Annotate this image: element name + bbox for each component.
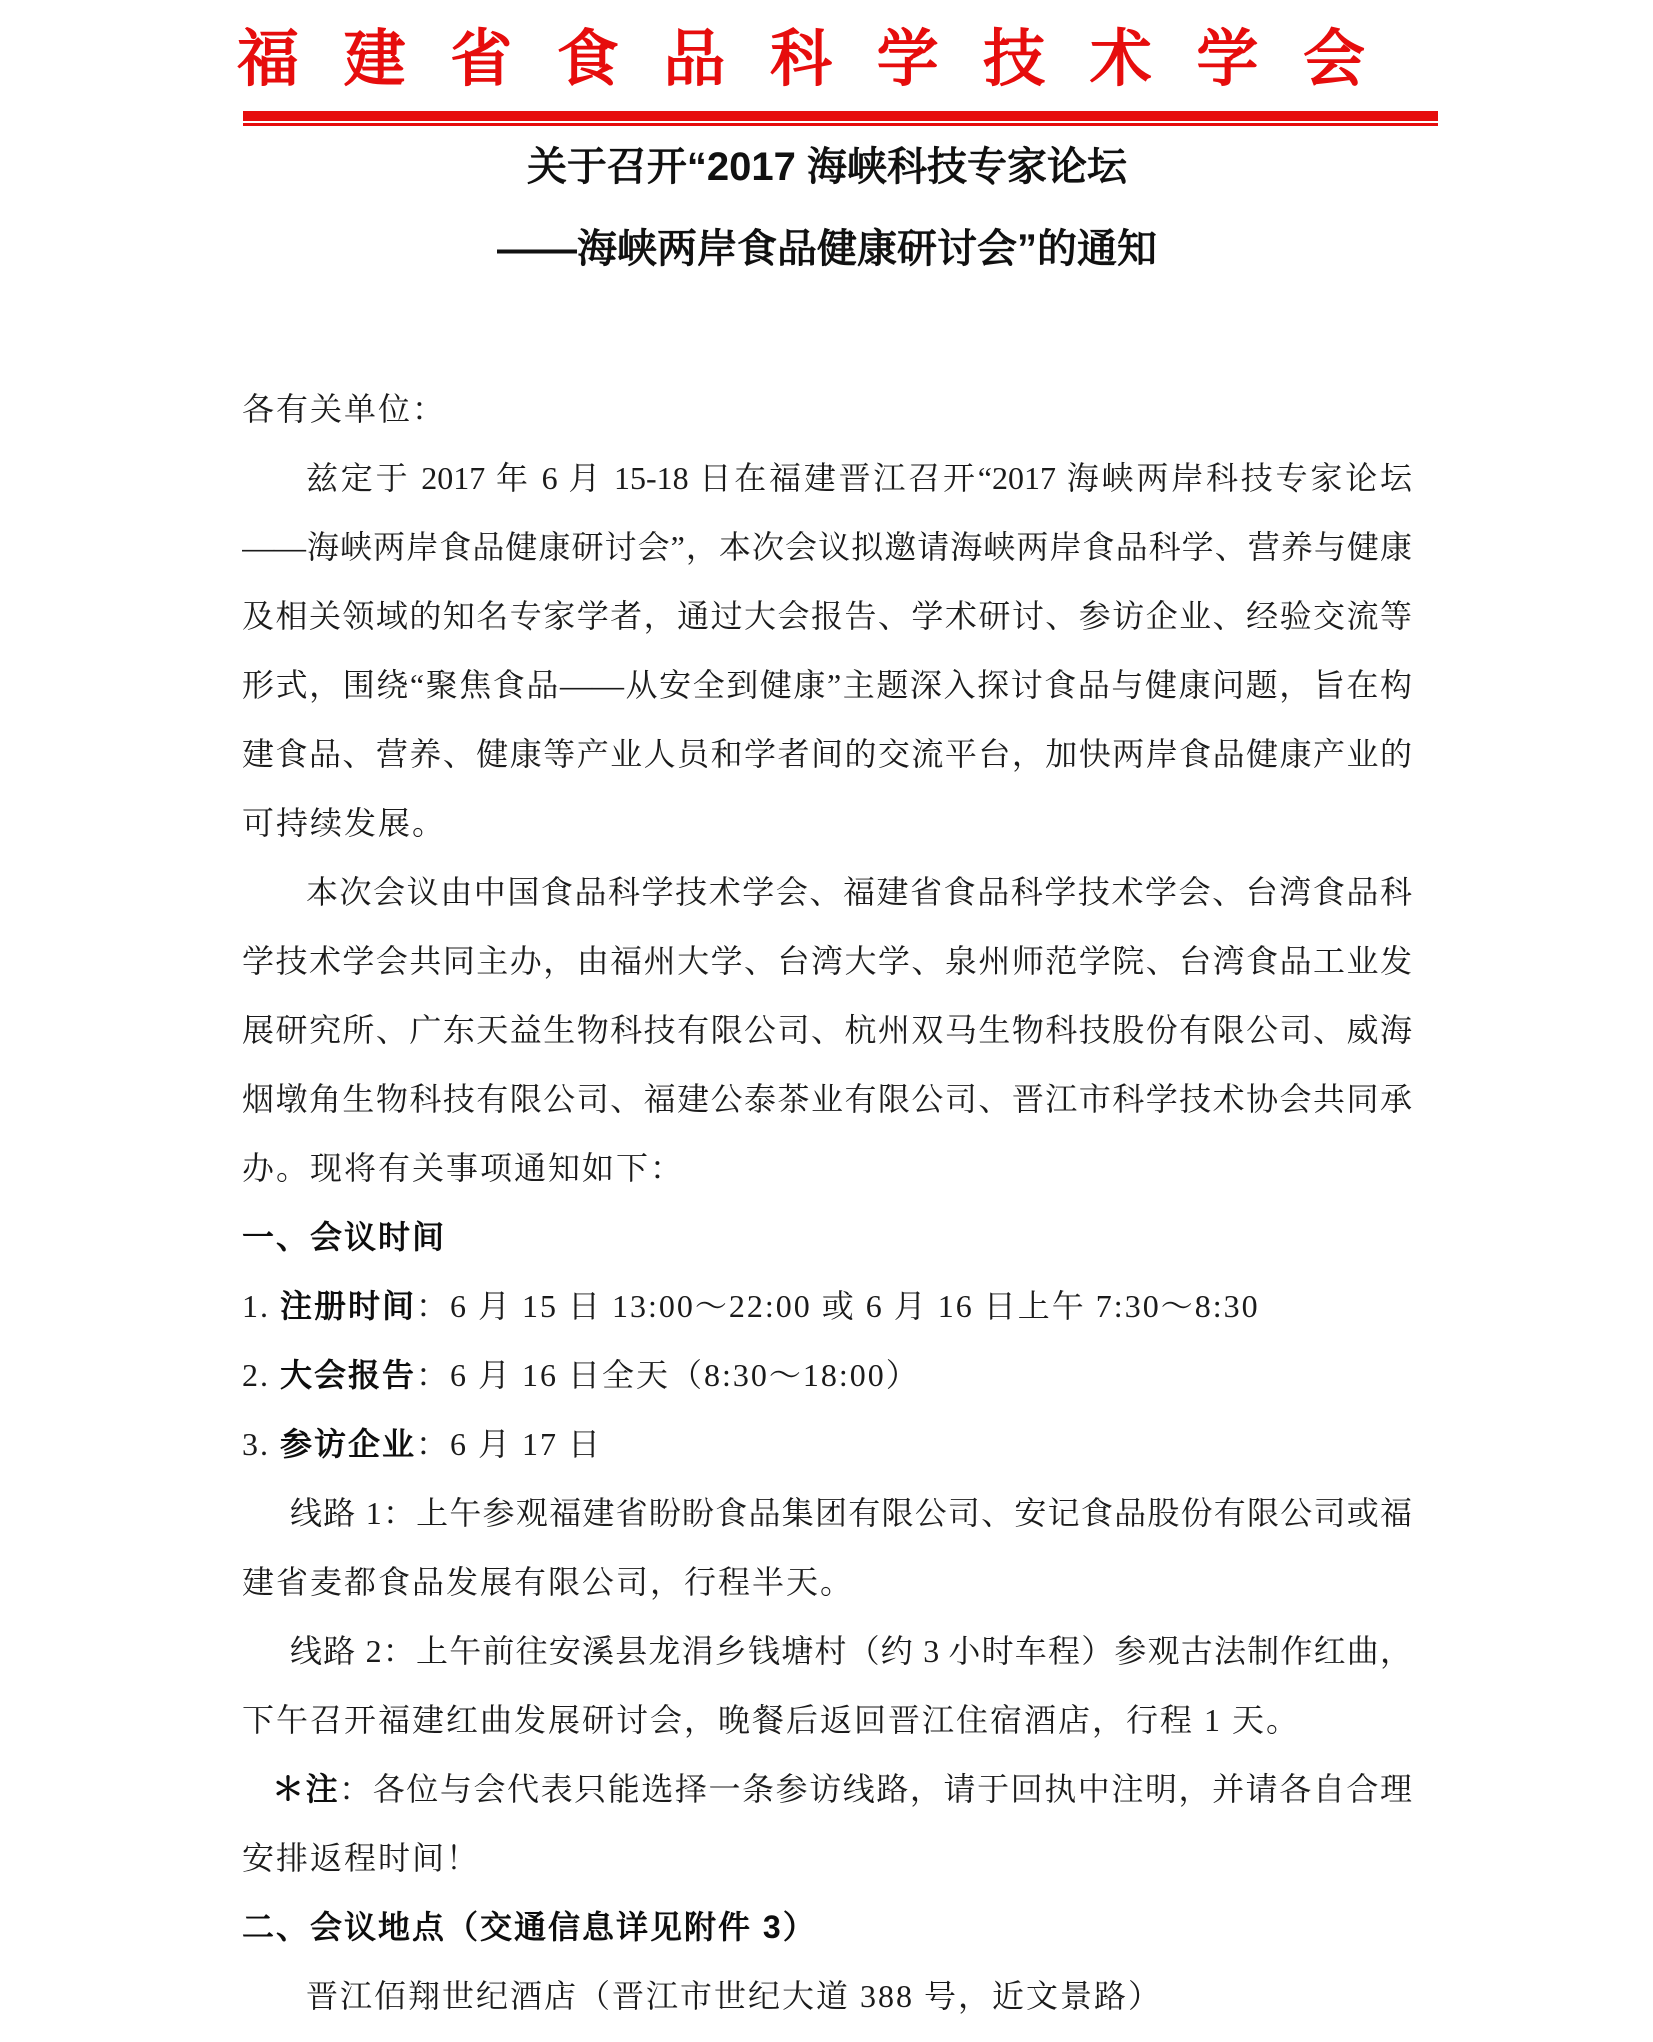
text-run: ：6 月 17 日 — [416, 1426, 603, 1462]
body-line — [242, 375, 1412, 444]
text-run: 本次会议由中国食品科学技术学会、福建省食品科学技术学会、台湾食品科 — [306, 874, 1412, 910]
body-line — [242, 1893, 1412, 1962]
body-line — [242, 513, 1412, 582]
body-line — [242, 1686, 1412, 1755]
text-run: ：各位与会代表只能选择一条参访线路，请于回执中注明，并请各自合理 — [339, 1771, 1412, 1807]
body-line — [242, 1479, 1412, 1548]
bold-text-run: ＊注 — [272, 1771, 340, 1807]
body-line — [242, 1134, 1412, 1203]
body-line — [242, 1617, 1412, 1686]
org-name-character: 技 — [983, 25, 1046, 94]
text-run: 线路 2：上午前往安溪县龙涓乡钱塘村（约 3 小时车程）参观古法制作红曲， — [290, 1633, 1412, 1669]
text-run: ：6 月 15 日 13:00～22:00 或 6 月 16 日上午 7:30～8:30 — [416, 1288, 1260, 1324]
text-run: 晋江佰翔世纪酒店（晋江市世纪大道 388 号，近文景路） — [306, 1978, 1163, 2014]
text-run: 线路 1：上午参观福建省盼盼食品集团有限公司、安记食品股份有限公司或福 — [290, 1495, 1412, 1531]
text-run: 形式，围绕“聚焦食品——从安全到健康”主题深入探讨食品与健康问题，旨在构 — [242, 667, 1412, 703]
text-run: 烟墩角生物科技有限公司、福建公泰茶业有限公司、晋江市科学技术协会共同承 — [242, 1081, 1412, 1117]
text-run: ：6 月 16 日全天（8:30～18:00） — [416, 1357, 920, 1393]
body-line — [242, 1962, 1412, 2031]
body-line — [242, 1203, 1412, 1272]
text-run: 可持续发展。 — [242, 805, 447, 841]
body-line — [242, 651, 1412, 720]
bold-text-run: 参访企业 — [280, 1426, 417, 1462]
notice-title-line1: 关于召开“2017 海峡科技专家论坛 — [526, 145, 1128, 189]
text-run: 建食品、营养、健康等产业人员和学者间的交流平台，加快两岸食品健康产业的 — [242, 736, 1412, 772]
bold-text-run: 注册时间 — [280, 1288, 417, 1324]
body-line — [242, 1341, 1412, 1410]
org-name-character: 省 — [450, 25, 513, 94]
body-line — [242, 858, 1412, 927]
letterhead-divider — [243, 111, 1438, 126]
body-line — [242, 720, 1412, 789]
org-name-character: 术 — [1089, 25, 1152, 94]
bold-text-run: 二、会议地点（交通信息详见附件 3） — [242, 1909, 817, 1945]
org-name-character: 建 — [343, 25, 406, 94]
text-run: ——海峡两岸食品健康研讨会”，本次会议拟邀请海峡两岸食品科学、营养与健康 — [242, 529, 1412, 565]
text-run: 3. — [242, 1426, 280, 1462]
org-name-character: 会 — [1302, 25, 1365, 94]
org-name-character: 品 — [663, 25, 726, 94]
org-name-character: 食 — [556, 25, 619, 94]
letterhead-divider-thin-line — [243, 123, 1438, 126]
text-run: 1. — [242, 1288, 280, 1324]
text-run: 及相关领域的知名专家学者，通过大会报告、学术研讨、参访企业、经验交流等 — [242, 598, 1412, 634]
text-run: 安排返程时间！ — [242, 1840, 481, 1876]
org-name-character: 学 — [1196, 25, 1259, 94]
body-line — [242, 444, 1412, 513]
body-line — [242, 1065, 1412, 1134]
bold-text-run: 大会报告 — [280, 1357, 417, 1393]
letterhead-divider-thick-line — [243, 111, 1438, 121]
body-line — [242, 1824, 1412, 1893]
bold-text-run: 一、会议时间 — [242, 1219, 447, 1255]
org-name-character: 学 — [876, 25, 939, 94]
text-run: 2. — [242, 1357, 280, 1393]
text-run: 各有关单位： — [242, 391, 447, 427]
text-run: 兹定于 2017 年 6 月 15-18 日在福建晋江召开“2017 海峡两岸科技专家论坛 — [306, 460, 1412, 496]
body-line — [242, 996, 1412, 1065]
org-name-character: 科 — [769, 25, 832, 94]
text-run: 展研究所、广东天益生物科技有限公司、杭州双马生物科技股份有限公司、威海 — [242, 1012, 1412, 1048]
body-line — [242, 582, 1412, 651]
text-run: 建省麦都食品发展有限公司，行程半天。 — [242, 1564, 855, 1600]
body-line — [242, 927, 1412, 996]
body-line — [242, 1410, 1412, 1479]
notice-body — [242, 375, 1412, 2031]
letterhead-org-name — [237, 14, 1365, 92]
org-name-character: 福 — [237, 25, 300, 94]
text-run: 下午召开福建红曲发展研讨会，晚餐后返回晋江住宿酒店，行程 1 天。 — [242, 1702, 1301, 1738]
body-line — [242, 1548, 1412, 1617]
body-line — [242, 1755, 1412, 1824]
notice-title-line2: ——海峡两岸食品健康研讨会”的通知 — [497, 227, 1157, 271]
body-line — [242, 789, 1412, 858]
text-run: 办。现将有关事项通知如下： — [242, 1150, 685, 1186]
body-line — [242, 1272, 1412, 1341]
text-run: 学技术学会共同主办，由福州大学、台湾大学、泉州师范学院、台湾食品工业发 — [242, 943, 1412, 979]
